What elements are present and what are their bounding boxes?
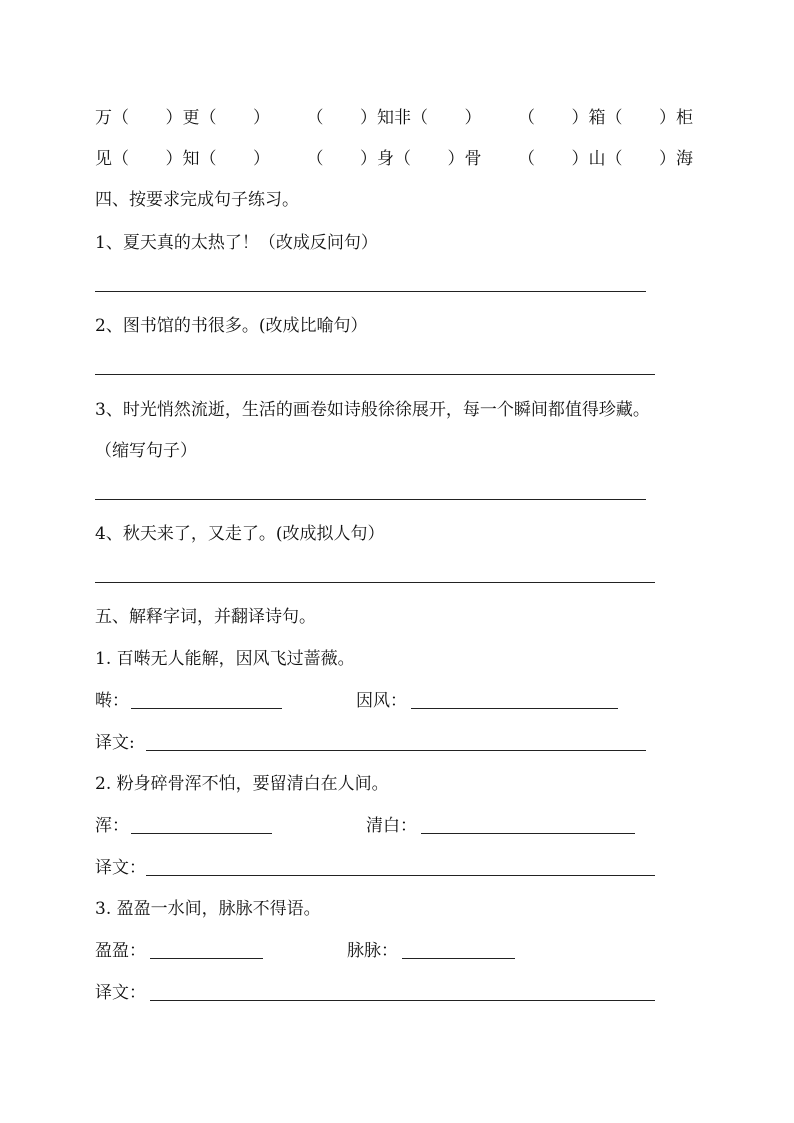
idiom-part: ）骨: [447, 149, 482, 169]
idiom-part: ）身（: [360, 149, 411, 169]
idiom-part: ）山（: [571, 149, 623, 169]
question-1: 1、夏天真的太热了！（改成反问句）: [95, 233, 378, 253]
answer-line-1[interactable]: [95, 291, 646, 292]
idiom-part: ）: [253, 108, 270, 128]
poem-2-word-2-blank[interactable]: [421, 833, 635, 834]
idiom-part: 万（: [95, 108, 129, 128]
idiom-part: ）: [253, 149, 270, 169]
answer-line-3[interactable]: [95, 499, 646, 500]
answer-line-4[interactable]: [95, 582, 655, 583]
question-3-line-1: 3、时光悄然流逝，生活的画卷如诗般徐徐展开，每一个瞬间都值得珍藏。: [95, 400, 650, 420]
poem-1-translation-blank[interactable]: [146, 750, 646, 751]
idiom-part: ）柜: [659, 108, 693, 128]
question-2: 2、图书馆的书很多。(改成比喻句）: [95, 316, 368, 336]
poem-1-text: 1. 百啭无人能解，因风飞过蔷薇。: [95, 649, 355, 669]
poem-3-word-2-blank[interactable]: [402, 958, 515, 959]
poem-1-word-2-label: 因风：: [356, 691, 407, 711]
poem-3-word-1-label: 盈盈：: [95, 941, 146, 961]
idiom-part: （: [518, 149, 535, 169]
question-3-line-2: （缩写句子）: [95, 441, 197, 461]
idiom-part: ）知（: [165, 149, 217, 169]
poem-1-word-2-blank[interactable]: [411, 708, 618, 709]
section-4-heading: 四、按要求完成句子练习。: [95, 190, 299, 210]
poem-3-word-1-blank[interactable]: [150, 958, 263, 959]
poem-3-text: 3. 盈盈一水间，脉脉不得语。: [95, 899, 321, 919]
poem-1-word-1-label: 啭：: [95, 691, 129, 711]
poem-2-translation-label: 译文：: [95, 858, 146, 878]
poem-3-translation-blank[interactable]: [150, 1000, 655, 1001]
poem-2-translation-blank[interactable]: [146, 875, 655, 876]
idiom-part: ）: [464, 108, 482, 128]
idiom-part: ）知非（: [360, 108, 428, 128]
poem-1-word-1-blank[interactable]: [131, 708, 282, 709]
idiom-part: ）更（: [165, 108, 217, 128]
poem-3-word-2-label: 脉脉：: [347, 941, 398, 961]
poem-2-text: 2. 粉身碎骨浑不怕，要留清白在人间。: [95, 774, 389, 794]
answer-line-2[interactable]: [95, 374, 655, 375]
idiom-part: ）海: [659, 149, 693, 169]
idiom-part: ）箱（: [571, 108, 623, 128]
poem-3-translation-label: 译文：: [95, 983, 146, 1003]
idiom-row-2: [95, 148, 693, 170]
poem-2-word-2-label: 清白：: [366, 816, 417, 836]
question-4: 4、秋天来了，又走了。(改成拟人句）: [95, 524, 385, 544]
poem-1-translation-label: 译文:: [95, 733, 135, 753]
idiom-part: （: [306, 108, 324, 128]
section-5-heading: 五、解释字词，并翻译诗句。: [95, 607, 316, 627]
poem-2-word-1-label: 浑：: [95, 816, 129, 836]
idiom-part: 见（: [95, 149, 129, 169]
poem-2-word-1-blank[interactable]: [131, 833, 272, 834]
idiom-part: （: [306, 149, 324, 169]
idiom-part: （: [518, 108, 535, 128]
idiom-row-1: [95, 107, 693, 129]
